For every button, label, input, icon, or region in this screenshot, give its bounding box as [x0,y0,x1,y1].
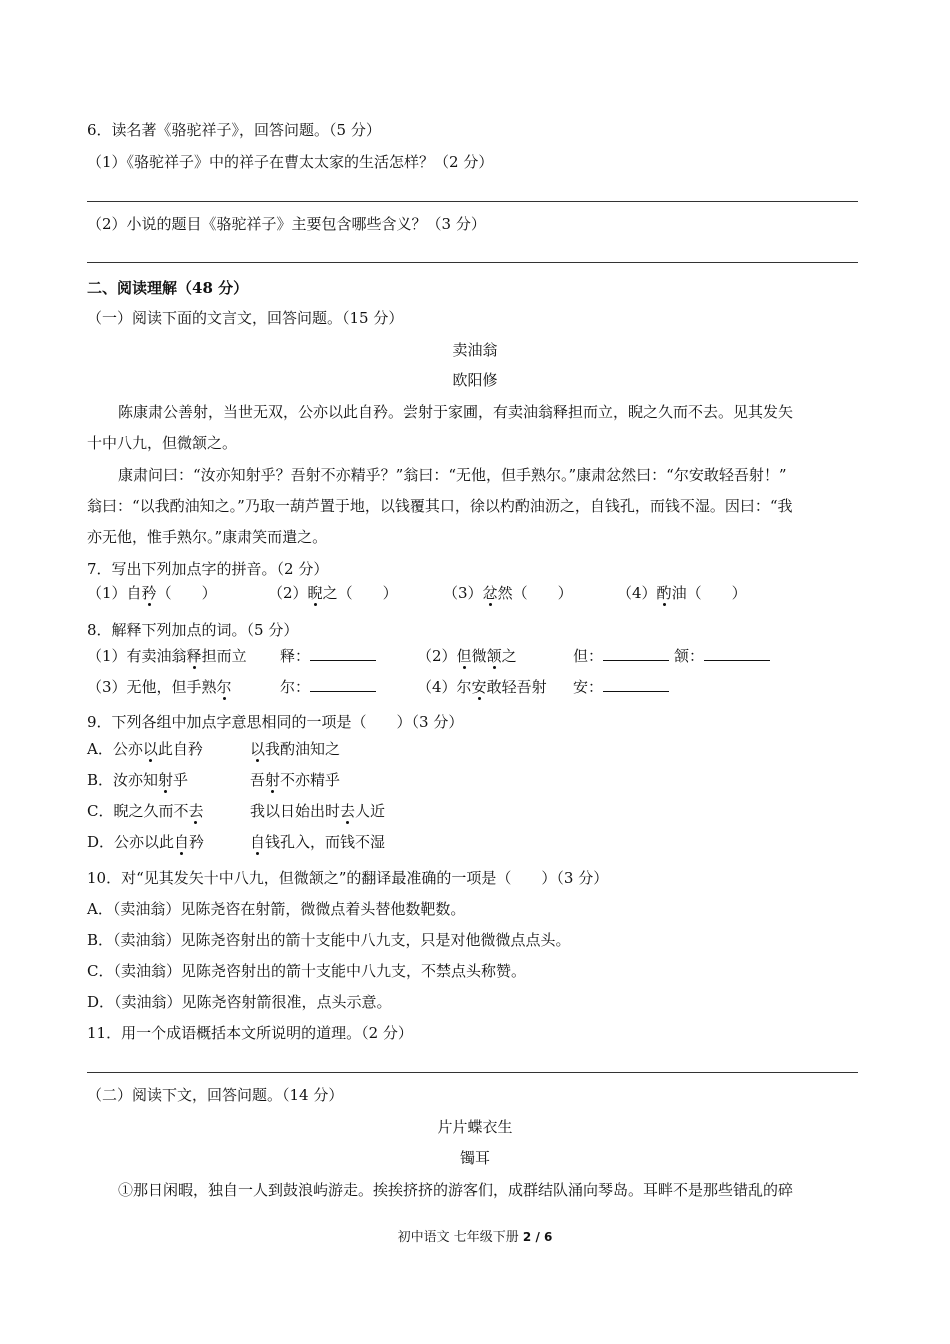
part2-intro: （二）阅读下文，回答问题。（14 分） [87,1086,344,1104]
answer-line[interactable] [87,201,858,202]
q7-item[interactable]: （3）忿然（ ） [443,584,573,602]
passage-para2-line1: 康肃问曰：“汝亦知射乎？吾射不亦精乎？”翁曰：“无他，但手熟尔。”康肃忿然曰：“尔安敢轻吾射！” [118,466,787,484]
q7-item[interactable]: （2）睨之（ ） [268,584,398,602]
q8-answer-3[interactable]: 尔： [280,677,376,697]
q7-stem: 7．写出下列加点字的拼音。（2 分） [87,560,329,578]
q9-option-a[interactable]: A．公亦以此自矜 [87,740,203,758]
footer-text: 初中语文 七年级下册 [397,1230,519,1245]
q8-item-1: （1）有卖油翁释担而立 [87,647,247,665]
part1-intro: （一）阅读下面的文言文，回答问题。（15 分） [87,309,404,327]
q9-option-c[interactable]: C．睨之久而不去 [87,802,204,820]
q8-answer-1[interactable]: 释： [280,646,376,666]
q9-option-b-right: 吾射不亦精乎 [250,771,341,789]
q8-answer-2b[interactable]: 颔： [674,646,770,666]
part2-author: 镯耳 [459,1149,490,1167]
q6-sub1: （1）《骆驼祥子》中的祥子在曹太太家的生活怎样？（2 分） [87,153,494,171]
q10-option-a[interactable]: A．（卖油翁）见陈尧咨在射箭，微微点着头替他数靶数。 [87,900,466,918]
q10-option-b[interactable]: B．（卖油翁）见陈尧咨射出的箭十支能中八九支，只是对他微微点点头。 [87,931,571,949]
q10-option-d[interactable]: D．（卖油翁）见陈尧咨射箭很准，点头示意。 [87,993,392,1011]
q10-option-c[interactable]: C．（卖油翁）见陈尧咨射出的箭十支能中八九支，不禁点头称赞。 [87,962,526,980]
q9-option-a-right: 以我酌油知之 [250,740,341,758]
passage-para2-line3: 亦无他，惟手熟尔。”康肃笑而遣之。 [87,528,328,546]
q9-option-c-right: 我以日始出时去人近 [250,802,386,820]
passage-author: 欧阳修 [452,371,498,389]
q8-stem: 8．解释下列加点的词。（5 分） [87,621,299,639]
q8-item-2: （2）但微颔之 [417,647,517,665]
passage-title: 卖油翁 [452,341,498,359]
answer-line[interactable] [87,1072,858,1073]
q9-option-d-right: 自钱孔入，而钱不湿 [250,833,386,851]
page-number: 2 / 6 [522,1230,553,1244]
q8-item-3: （3）无他，但手熟尔 [87,678,232,696]
section-heading: 二、阅读理解（48 分） [87,279,249,297]
q8-item-4: （4）尔安敢轻吾射 [417,678,547,696]
q7-item[interactable]: （1）自矜（ ） [87,584,217,602]
passage-para2-line2: 翁曰：“以我酌油知之。”乃取一葫芦置于地，以钱覆其口，徐以杓酌油沥之，自钱孔，而钱不湿。因曰：“我 [87,497,793,515]
part2-title: 片片蝶衣生 [437,1118,513,1136]
q6-stem: 6．读名著《骆驼祥子》，回答问题。（5 分） [87,121,381,139]
q7-item[interactable]: （4）酌油（ ） [617,584,747,602]
passage-para1-line1: 陈康肃公善射，当世无双，公亦以此自矜。尝射于家圃，有卖油翁释担而立，睨之久而不去。见其发矢 [118,403,794,421]
passage-para1-line2: 十中八九，但微颔之。 [87,434,238,452]
part2-para1: ①那日闲暇，独自一人到鼓浪屿游走。挨挨挤挤的游客们，成群结队涌向琴岛。耳畔不是那些错乱的碎 [118,1181,794,1199]
q9-option-b[interactable]: B．汝亦知射乎 [87,771,189,789]
q6-sub2: （2）小说的题目《骆驼祥子》主要包含哪些含义？（3 分） [87,215,486,233]
answer-line[interactable] [87,262,858,263]
q9-option-d[interactable]: D．公亦以此自矜 [87,833,205,851]
q10-stem: 10．对“见其发矢十中八九，但微颔之”的翻译最准确的一项是（ ）（3 分） [87,869,609,887]
q11-stem: 11．用一个成语概括本文所说明的道理。（2 分） [87,1024,413,1042]
page-footer [0,1228,950,1247]
q8-answer-4[interactable]: 安： [573,677,669,697]
q9-stem: 9．下列各组中加点字意思相同的一项是（ ）（3 分） [87,713,464,731]
q8-answer-2a[interactable]: 但： [573,646,669,666]
